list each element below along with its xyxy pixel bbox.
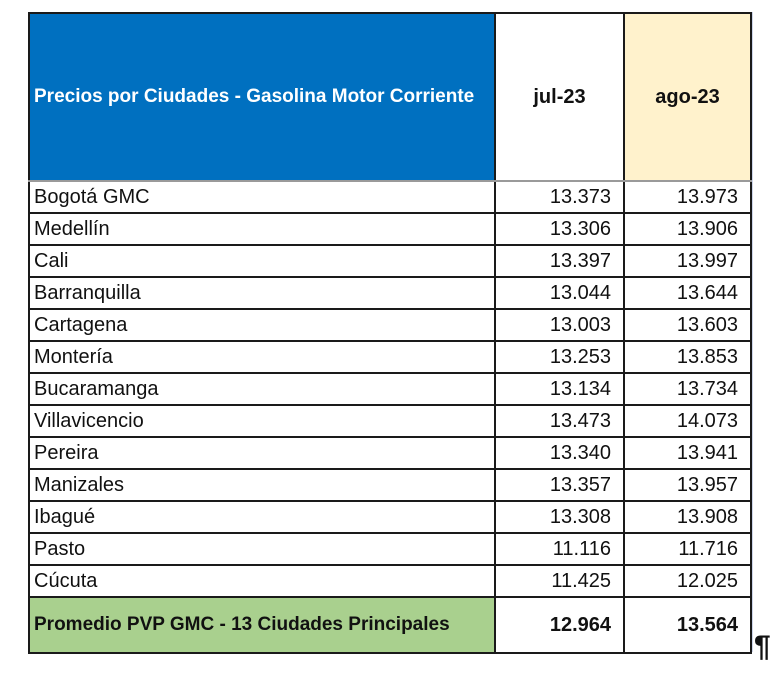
city-name: Villavicencio <box>29 405 495 437</box>
table-row <box>29 181 751 213</box>
fuel-price-table <box>28 12 752 654</box>
table-row <box>29 341 751 373</box>
summary-ago: 13.564 <box>624 597 751 653</box>
price-ago: 13.973 <box>624 181 751 213</box>
table-title: Precios por Ciudades - Gasolina Motor Corriente <box>29 13 495 181</box>
city-name: Ibagué <box>29 501 495 533</box>
price-jul: 11.116 <box>495 533 624 565</box>
price-ago: 13.908 <box>624 501 751 533</box>
price-ago: 13.906 <box>624 213 751 245</box>
table-row <box>29 437 751 469</box>
city-name: Bogotá GMC <box>29 181 495 213</box>
city-name: Cali <box>29 245 495 277</box>
city-name: Cúcuta <box>29 565 495 597</box>
price-jul: 13.473 <box>495 405 624 437</box>
price-ago: 13.734 <box>624 373 751 405</box>
price-jul: 13.003 <box>495 309 624 341</box>
price-jul: 13.134 <box>495 373 624 405</box>
city-name: Montería <box>29 341 495 373</box>
summary-jul: 12.964 <box>495 597 624 653</box>
city-name: Pereira <box>29 437 495 469</box>
price-jul: 13.373 <box>495 181 624 213</box>
table-row <box>29 309 751 341</box>
price-ago: 13.941 <box>624 437 751 469</box>
price-jul: 13.253 <box>495 341 624 373</box>
paragraph-mark-icon: ¶ <box>754 630 771 663</box>
price-jul: 13.044 <box>495 277 624 309</box>
city-name: Barranquilla <box>29 277 495 309</box>
table-row <box>29 245 751 277</box>
price-ago: 13.957 <box>624 469 751 501</box>
table-row <box>29 373 751 405</box>
price-ago: 13.997 <box>624 245 751 277</box>
table-row <box>29 213 751 245</box>
column-header-ago: ago-23 <box>624 13 751 181</box>
city-name: Manizales <box>29 469 495 501</box>
city-name: Medellín <box>29 213 495 245</box>
table-row <box>29 501 751 533</box>
table-row <box>29 405 751 437</box>
table-header-row <box>29 13 751 181</box>
table-row <box>29 533 751 565</box>
summary-label: Promedio PVP GMC - 13 Ciudades Principales <box>29 597 495 653</box>
price-ago: 13.603 <box>624 309 751 341</box>
price-ago: 14.073 <box>624 405 751 437</box>
price-ago: 12.025 <box>624 565 751 597</box>
summary-row <box>29 597 751 653</box>
city-name: Cartagena <box>29 309 495 341</box>
price-jul: 13.357 <box>495 469 624 501</box>
price-jul: 13.340 <box>495 437 624 469</box>
table-row <box>29 469 751 501</box>
table-row <box>29 565 751 597</box>
price-ago: 13.853 <box>624 341 751 373</box>
table-row <box>29 277 751 309</box>
price-ago: 11.716 <box>624 533 751 565</box>
price-jul: 13.308 <box>495 501 624 533</box>
price-jul: 13.306 <box>495 213 624 245</box>
price-jul: 13.397 <box>495 245 624 277</box>
price-ago: 13.644 <box>624 277 751 309</box>
city-name: Bucaramanga <box>29 373 495 405</box>
price-jul: 11.425 <box>495 565 624 597</box>
city-name: Pasto <box>29 533 495 565</box>
column-header-jul: jul-23 <box>495 13 624 181</box>
